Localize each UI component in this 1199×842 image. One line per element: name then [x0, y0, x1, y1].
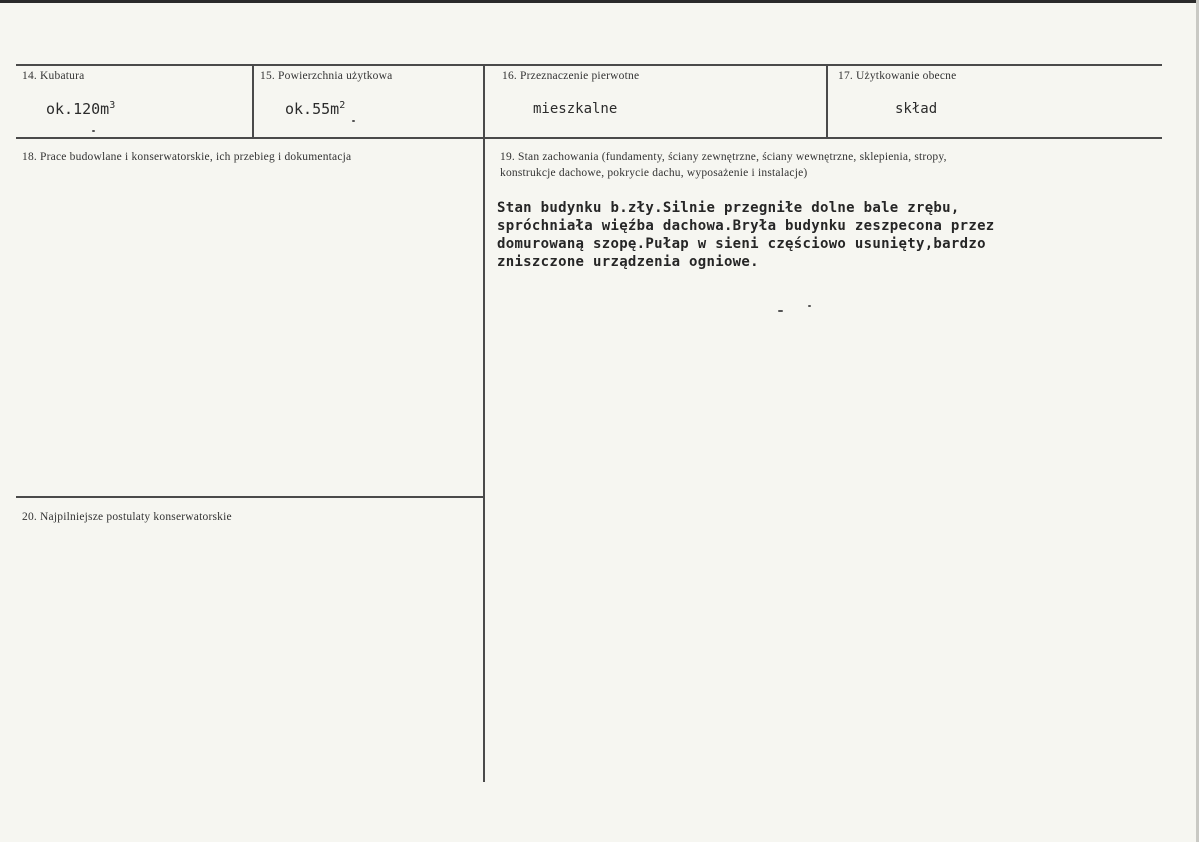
top-rule: [16, 64, 1162, 66]
powierzchnia-value: [285, 100, 345, 118]
divider-15-16: [483, 64, 485, 782]
section20-rule: [16, 496, 483, 498]
stan-line-1: Stan budynku b.zły.Silnie przegniłe dolne bale zrębu,: [497, 200, 960, 216]
ink-speck: [808, 305, 811, 307]
top-edge: [0, 0, 1199, 3]
stan-label-line2: konstrukcje dachowe, pokrycie dachu, wyposażenie i instalacje): [500, 167, 808, 179]
ink-speck: [92, 130, 95, 132]
kubatura-value: [46, 100, 115, 118]
stan-label-line1: 19. Stan zachowania (fundamenty, ściany zewnętrzne, ściany wewnętrzne, sklepienia, stropy,: [500, 151, 947, 163]
stan-description: [497, 199, 995, 271]
ink-speck: [778, 310, 783, 312]
przeznaczenie-label: 16. Przeznaczenie pierwotne: [502, 70, 640, 82]
kubatura-label: 14. Kubatura: [22, 70, 85, 82]
powierzchnia-label: 15. Powierzchnia użytkowa: [260, 70, 393, 82]
prace-label: 18. Prace budowlane i konserwatorskie, ich przebieg i dokumentacja: [22, 151, 352, 163]
przeznaczenie-value: mieszkalne: [533, 101, 618, 117]
powierzchnia-number: ok.55m: [285, 100, 340, 118]
uzytkowanie-value: skład: [895, 101, 938, 117]
stan-line-4: zniszczone urządzenia ogniowe.: [497, 254, 759, 270]
postulaty-label: 20. Najpilniejsze postulaty konserwatorskie: [22, 511, 232, 523]
divider-16-17: [826, 64, 828, 139]
ink-speck: [352, 120, 355, 122]
stan-line-2: spróchniała więźba dachowa.Bryła budynku zeszpecona przez: [497, 218, 995, 234]
kubatura-exponent: 3: [109, 100, 116, 111]
stan-line-3: domurowaną szopę.Pułap w sieni częściowo usunięty,bardzo: [497, 236, 986, 252]
powierzchnia-exponent: 2: [339, 100, 346, 111]
header-bottom-rule: [16, 137, 1162, 139]
uzytkowanie-label: 17. Użytkowanie obecne: [838, 70, 957, 82]
kubatura-number: ok.120m: [46, 100, 110, 118]
divider-14-15: [252, 64, 254, 139]
